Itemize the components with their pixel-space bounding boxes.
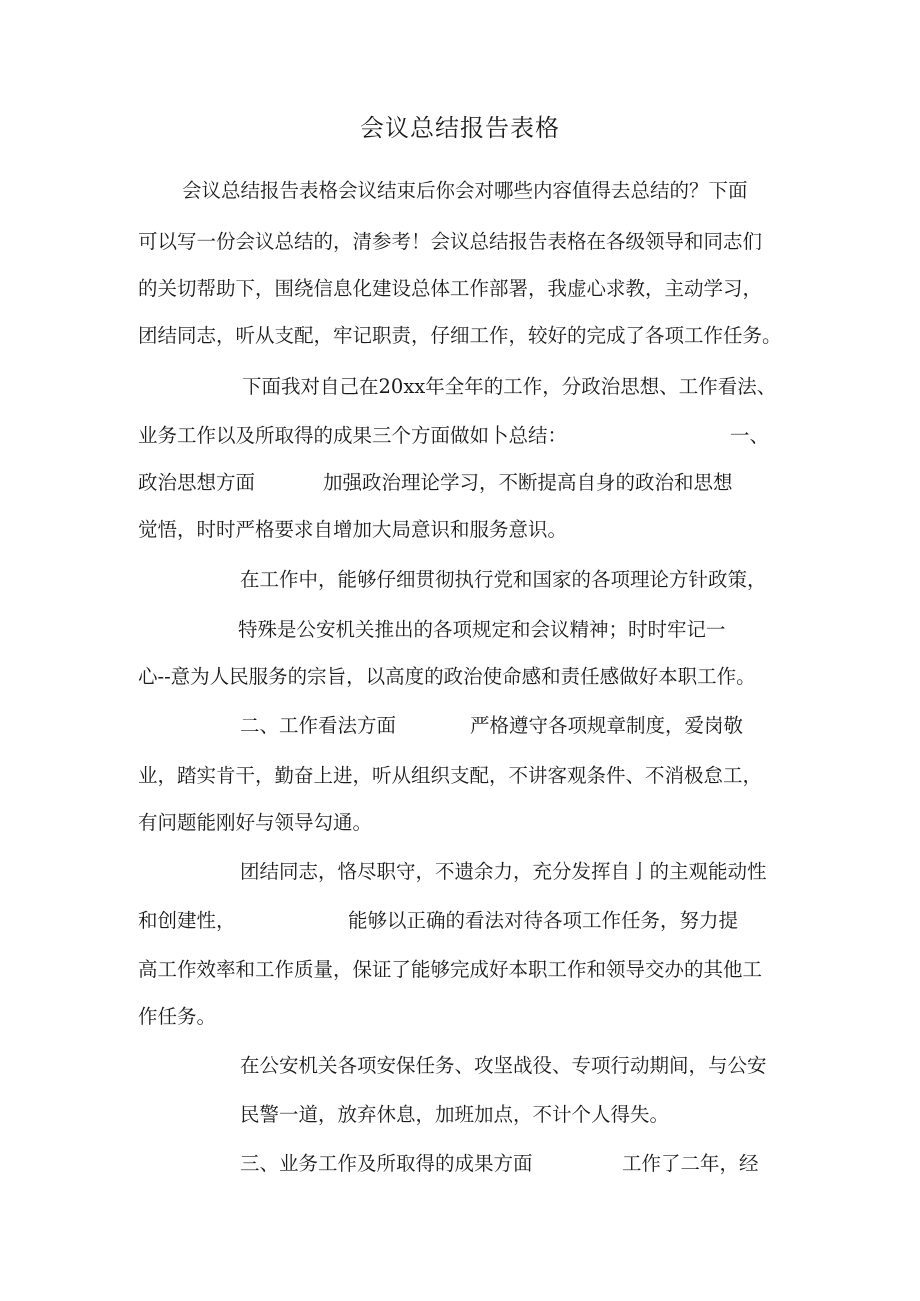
text-line: 下面我对自己在20xx年全年的工作，分政治思想、工作看法、: [242, 375, 777, 398]
section-heading: 二、工作看法方面: [240, 714, 397, 737]
text-line: 业务工作以及所取得的成果三个方面做如卜总结：: [138, 424, 568, 447]
text-line: 觉悟，时时严格要求自增加大局意识和服务意识。: [138, 518, 568, 541]
text-line: 心--意为人民服务的宗旨，以高度的政治使命感和责任感做好本职工作。: [138, 665, 756, 688]
text-line: 可以写一份会议总结的，清参考！会议总结报告表格在各级领导和同志们: [138, 230, 763, 253]
text-line: 严格遵守各项规章制度，爱岗敬: [470, 714, 744, 737]
section-heading: 政治思想方面: [138, 471, 256, 494]
text-line: 特殊是公安机关推出的各项规定和会议精神；时时牢记一: [238, 618, 726, 641]
text-line: 加强政治理论学习，不断提高自身的政治和思想: [323, 471, 733, 494]
text-line: 会议总结报告表格会议结束后你会对哪些内容值得去总结的？下面: [182, 179, 748, 202]
text-line: 的关切帮助下，围绕信息化建设总体工作部署，我虚心求教，主动学习，: [138, 277, 763, 300]
text-line: 能够以正确的看法对待各项工作任务，努力提: [348, 909, 739, 932]
text-line: 作任务。: [138, 1005, 217, 1028]
text-line: 在工作中，能够仔细贯彻执行党和国家的各项理论方针政策，: [240, 568, 767, 591]
section-heading: 三、业务工作及所取得的成果方面: [240, 1152, 533, 1175]
text-line: 和创建性，: [138, 909, 236, 932]
text-line: 高工作效率和工作质量，保证了能够完成好本职工作和领导交办的其他工: [138, 958, 763, 981]
text-line: 在公安机关各项安保任务、攻坚战役、专项行动期间，与公安: [240, 1054, 767, 1077]
text-line: 工作了二年，经: [622, 1152, 759, 1175]
text-line: 民警一道，放弃休息，加班加点，不计个人得失。: [240, 1103, 670, 1126]
text-line: 业，踏实肯干，勤奋上进，听从组织支配，不讲客观条件、不消极怠工，: [138, 764, 763, 787]
text-line: 有问题能刚好与领导勾通。: [138, 811, 373, 834]
text-line: 团结同志，听从支配，牢记职责，仔细工作，较好的完成了各项工作任务。: [138, 324, 782, 347]
section-number: 一、: [730, 424, 770, 447]
text-line: 团结同志，恪尽职守，不遗余力，充分发挥自亅的主观能动性: [240, 860, 767, 883]
document-title: 会议总结报告表格: [360, 114, 560, 142]
